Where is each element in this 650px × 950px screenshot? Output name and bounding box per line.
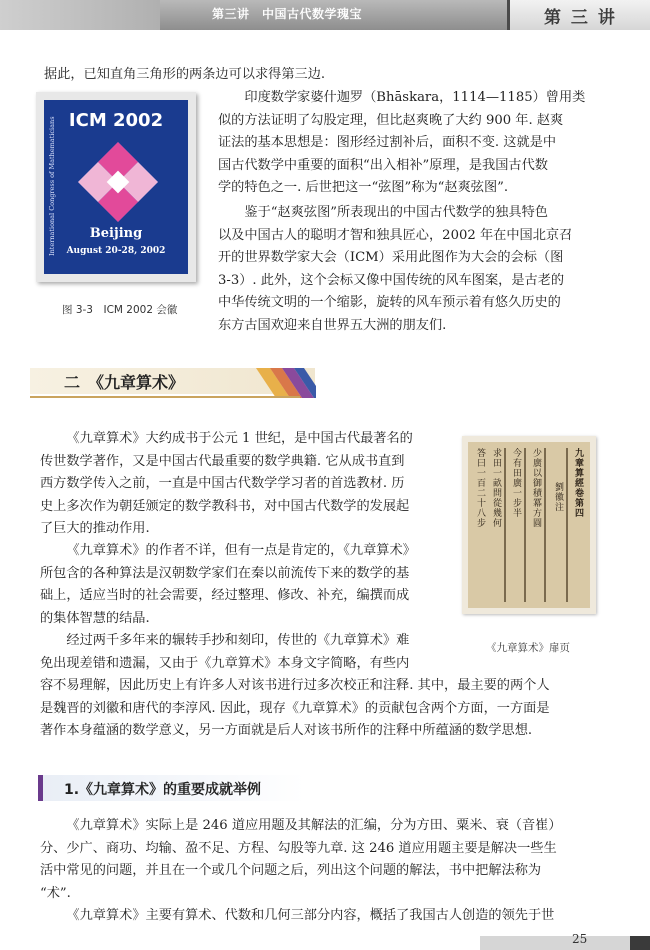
text-line: 了巨大的推动作用.: [40, 521, 150, 536]
page-number: 25: [572, 932, 588, 946]
paragraph-history-bottom: [40, 675, 615, 743]
text-line: 所包含的各种算法是汉朝数学家们在秦以前流传下来的数学的基: [40, 565, 410, 581]
icm-logo-city: Beijing: [89, 226, 143, 241]
book-column-text: 今有田廣一步半: [511, 448, 521, 518]
book-column-text: 求田一畝問從幾何: [491, 448, 501, 528]
paragraph-history-top: [40, 630, 448, 675]
section-title: 二 《九章算术》: [64, 373, 185, 392]
text-line: 活中常见的问题，并且在一个或几个问题之后，列出这个问题的解法，书中把解法称为: [40, 863, 542, 878]
text-line: 经过两千多年来的辗转手抄和刻印，传世的《九章算术》难: [66, 633, 410, 648]
header-left-block: [0, 0, 160, 30]
text-line: 似的方法证明了勾股定理，但比赵爽晚了大约 900 年. 赵爽: [218, 112, 564, 128]
paragraph-author: [40, 540, 448, 630]
book-column-rule: [524, 448, 526, 602]
text-line: 《九章算术》大约成书于公元 1 世纪，是中国古代最著名的: [66, 431, 413, 446]
text-line: 分、少广、商功、均输、盈不足、方程、勾股等九章. 这 246 道应用题主要是解决一些生: [40, 840, 557, 856]
text-line: 3-3）. 此外，这个会标又像中国传统的风车图案，是古老的: [218, 272, 565, 288]
pinwheel-icon: [76, 140, 160, 224]
text-line: “术”.: [40, 885, 71, 901]
text-line: 础上，适应当时的社会需要，经过整理、修改、补充，编撰而成: [40, 588, 410, 603]
top-line: 据此，已知直角三角形的两条边可以求得第三边.: [44, 67, 326, 82]
section-underline: [30, 396, 300, 398]
text-line: 《九章算术》的作者不详，但有一点是肯定的，《九章算术》: [66, 543, 416, 558]
stripes-decoration-icon: [256, 362, 316, 398]
icm-logo: [44, 100, 188, 274]
book-column-text: 劉徽注: [553, 482, 563, 512]
page-header: [0, 0, 650, 30]
last-line: 《九章算术》主要有算术、代数和几何三部分内容，概括了我国古人创造的领先于世: [66, 908, 555, 923]
text-line: 印度数学家婆什迦罗（Bhāskara，1114—1185）曾用类: [244, 90, 586, 105]
text-line: 传世数学著作，又是中国古代最重要的数学典籍. 它从成书直到: [40, 453, 405, 469]
text-line: 学的特色之一. 后世把这一“弦图”称为“赵爽弦图”.: [218, 180, 509, 195]
footer-decoration-icon: [480, 936, 650, 950]
book-column-text: 少廣以御積冪方圓: [531, 448, 541, 528]
icm-logo-figure: [36, 92, 196, 282]
book-column-rule: [566, 448, 568, 602]
text-line: 西方数学传入之前，一直是中国古代数学学习者的首选教材. 历: [40, 476, 405, 491]
text-line: 国古代数学中重要的面积“出入相补”原理，是我国古代数: [218, 157, 548, 173]
subheading-title: 1.《九章算术》的重要成就举例: [64, 782, 262, 798]
paragraph-bhaskara: [218, 87, 608, 200]
text-line: 《九章算术》实际上是 246 道应用题及其解法的汇编，分为方田、粟米、衰（音崔）: [66, 818, 562, 833]
figure-caption: 图 3-3 ICM 2002 会徽: [62, 304, 178, 316]
text-line: 免出现差错和遗漏，又由于《九章算术》本身文字简略，有些内: [40, 655, 410, 671]
text-line: 史上多次作为朝廷颁定的数学教科书，对中国古代数学的发展起: [40, 498, 410, 514]
book-column-text: 九章算經卷第四: [573, 448, 583, 518]
text-line: 鉴于“赵爽弦图”所表现出的中国古代数学的独具特色: [244, 205, 548, 220]
text-line: 的集体智慧的结晶.: [40, 610, 150, 626]
chapter-badge: [507, 0, 650, 30]
text-line: 容不易理解，因此历史上有许多人对该书进行过多次校正和注释. 其中，最主要的两个人: [40, 678, 550, 693]
text-line: 以及中国古人的聪明才智和独具匠心，2002 年在中国北京召: [218, 227, 573, 243]
text-line: 开的世界数学家大会（ICM）采用此图作为大会的会标（图: [218, 250, 564, 265]
book-caption: 《九章算术》扉页: [486, 642, 570, 654]
book-column-text: 答曰一百二十八步: [475, 448, 485, 528]
book-column-rule: [504, 448, 506, 602]
book-column-rule: [544, 448, 546, 602]
book-title-page-image: [468, 442, 590, 608]
text-line: 东方古国欢迎来自世界五大洲的朋友们.: [218, 317, 447, 333]
chapter-badge-text: 第 三 讲: [544, 8, 617, 28]
text-line: 是魏晋的刘徽和唐代的李淳风. 因此，现存《九章算术》的贡献包含两个方面，一方面是: [40, 700, 550, 716]
icm-logo-title: ICM 2002: [68, 110, 164, 131]
paragraph-achievements: [40, 815, 615, 905]
book-title-page-figure: [462, 436, 596, 614]
header-title: 第三讲 中国古代数学瑰宝: [212, 7, 363, 21]
icm-logo-side-text: International Congress of Mathematicians: [48, 116, 56, 256]
text-line: 证法的基本思想是：图形经过割补后，面积不变. 这就是中: [218, 135, 557, 150]
text-line: 中华传统文明的一个缩影，旋转的风车预示着有悠久历史的: [218, 295, 561, 310]
paragraph-icm: [218, 202, 608, 337]
text-line: 著作本身蕴涵的数学意义，另一方面就是后人对该书所作的注释中所蕴涵的数学思想.: [40, 723, 533, 738]
paragraph-intro: [40, 428, 448, 541]
icm-logo-date: August 20-28, 2002: [66, 246, 166, 256]
